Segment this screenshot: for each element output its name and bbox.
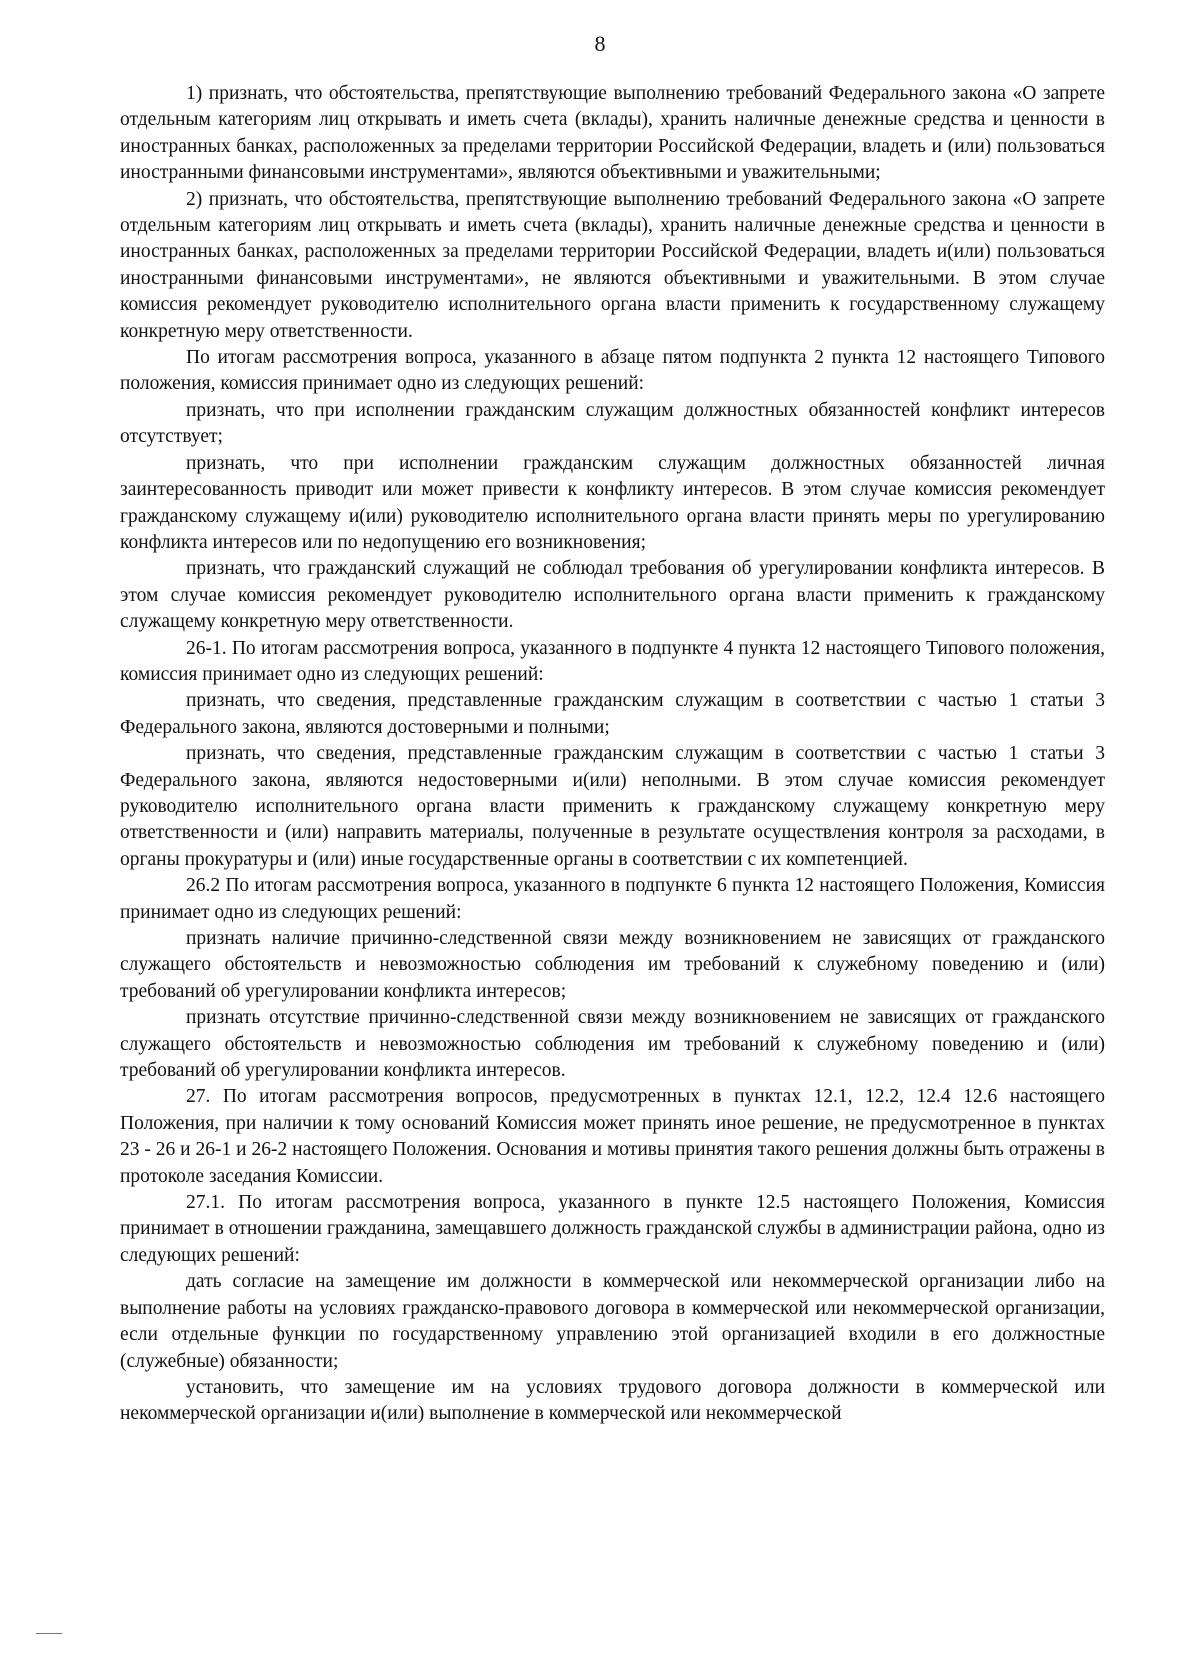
paragraph-10: 26.2 По итогам рассмотрения вопроса, указанного в подпункте 6 пункта 12 настоящего Положения, Комиссия принимает одно из следующих решений: [120,875,1105,923]
paragraph-4: признать, что при исполнении гражданским служащим должностных обязанностей конфликт интересов отсутствует; [120,399,1105,448]
paragraph-5: признать, что при исполнении гражданским служащим должностных обязанностей личная заинтересованность приводит или может привести к конфликту интересов. В этом случае комиссия рекомендует гражданскому служащему и(или) руководителю исполнительного органа власти принять меры по урегулированию конфликта интересов или по недопущению его возникновения; [120,452,1105,553]
paragraph-14: 27.1. По итогам рассмотрения вопроса, указанного в пункте 12.5 настоящего Положения, Комиссия принимает в отношении гражданина, замещавшего должность гражданской службы в администрации района, одно из следующих решений: [120,1192,1105,1266]
scan-mark [36,1633,62,1634]
paragraph-16: установить, что замещение им на условиях трудового договора должности в коммерческой или некоммерческой организации и(или) выполнение в коммерческой или некоммерческой [120,1376,1105,1425]
paragraph-12: признать отсутствие причинно-следственной связи между возникновением не зависящих от гражданского служащего обстоятельств и невозможностью соблюдения им требований к служебному поведению и (или) требований об урегулировании конфликта интересов. [120,1007,1105,1082]
paragraph-11: признать наличие причинно-следственной связи между возникновением не зависящих от гражданского служащего обстоятельств и невозможностью соблюдения им требований к служебному поведению и (или) требований об урегулировании конфликта интересов; [120,928,1105,1002]
document-body [120,81,1105,1428]
page-number: 8 [594,31,606,56]
paragraph-15: дать согласие на замещение им должности в коммерческой или некоммерческой организации либо на выполнение работы на условиях гражданско-правового договора в коммерческой или некоммерческой организации, если отдельные функции по государственному управлению этой организацией входили в его должностные (служебные) обязанности; [120,1271,1105,1372]
paragraph-1: 1) признать, что обстоятельства, препятствующие выполнению требований Федерального закона «О запрете отдельным категориям лиц открывать и иметь счета (вклады), хранить наличные денежные средства и ценности в иностранных банках, расположенных за пределами территории Российской Федерации, владеть и (или) пользоваться иностранными финансовыми инструментами», являются объективными и уважительными; [120,83,1105,184]
paragraph-6: признать, что гражданский служащий не соблюдал требования об урегулировании конфликта интересов. В этом случае комиссия рекомендует руководителю исполнительного органа власти применить к гражданскому служащему конкретную меру ответственности. [120,558,1105,633]
paragraph-7: 26-1. По итогам рассмотрения вопроса, указанного в подпункте 4 пункта 12 настоящего Типового положения, комиссия принимает одно из следующих решений: [120,637,1105,685]
paragraph-13: 27. По итогам рассмотрения вопросов, предусмотренных в пунктах 12.1, 12.2, 12.4 12.6 настоящего Положения, при наличии к тому оснований Комиссия может принять иное решение, не предусмотренное в пунктах 23 - 26 и 26-1 и 26-2 настоящего Положения. Основания и мотивы принятия такого решения должны быть отражены в протоколе заседания Комиссии. [120,1086,1105,1187]
paragraph-3: По итогам рассмотрения вопроса, указанного в абзаце пятом подпункта 2 пункта 12 настоящего Типового положения, комиссия принимает одно из следующих решений: [120,347,1105,395]
paragraph-8: признать, что сведения, представленные гражданским служащим в соответствии с частью 1 статьи 3 Федерального закона, являются достоверными и полными; [120,690,1105,738]
paragraph-2: 2) признать, что обстоятельства, препятствующие выполнению требований Федерального закона «О запрете отдельным категориям лиц открывать и иметь счета (вклады), хранить наличные денежные средства и ценности в иностранных банках, расположенных за пределами территории Российской Федерации, владеть и(или) пользоваться иностранными финансовыми инструментами», не являются объективными и уважительными. В этом случае комиссия рекомендует руководителю исполнительного органа власти применить к государственному служащему конкретную меру ответственности. [120,188,1105,342]
paragraph-9: признать, что сведения, представленные гражданским служащим в соответствии с частью 1 статьи 3 Федерального закона, являются недостоверными и(или) неполными. В этом случае комиссия рекомендует руководителю исполнительного органа власти применить к гражданскому служащему конкретную меру ответственности и (или) направить материалы, полученные в результате осуществления контроля за расходами, в органы прокуратуры и (или) иные государственные органы в соответствии с их компетенцией. [120,743,1105,870]
